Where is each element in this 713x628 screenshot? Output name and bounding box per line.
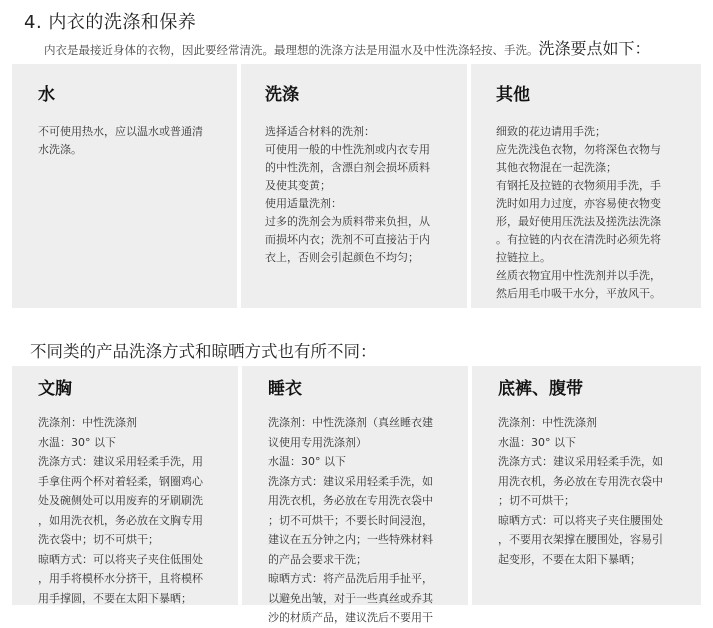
card-line: 形，最好使用压洗法及搓洗法洗涤: [496, 215, 661, 228]
card-line: 使用适量洗剂：: [265, 197, 342, 210]
card-line: 水温：30° 以下: [268, 455, 346, 468]
card-line: 洗涤方式：建议采用轻柔手洗，如: [498, 455, 663, 468]
card-line: 拉链拉上。: [496, 251, 551, 264]
card-line: 丝质衣物宜用中性洗剂并以手洗，: [496, 269, 661, 282]
card-washing: [241, 64, 467, 308]
card-line: 处及碗侧处可以用废弃的牙刷刷洗: [38, 494, 203, 507]
card-line: 手拿住两个杯对着轻柔，钢圈鸡心: [38, 474, 203, 488]
card-body: [496, 123, 701, 303]
card-line: 用洗衣机，务必放在专用洗衣袋中: [268, 494, 433, 507]
card-line: 可使用一般的中性洗剂或内衣专用: [265, 143, 430, 156]
card-title: 洗涤: [265, 85, 299, 105]
card-body: [38, 413, 238, 608]
card-line: 洗涤剂：中性洗涤剂: [498, 416, 597, 429]
card-body: [498, 413, 701, 569]
card-line: 其他衣物混在一起洗涤；: [496, 161, 617, 174]
card-line: 水温：30° 以下: [38, 435, 116, 449]
card-body: [265, 123, 467, 267]
card-line: 不可使用热水，应以温水或普通清: [38, 125, 203, 138]
card-line: 衣上，否则会引起颜色不均匀；: [265, 251, 419, 264]
card-line: ，用手将模杯水分挤干，且将模杯: [38, 572, 203, 585]
section-heading-care: 4. 内衣的洗涤和保养: [24, 12, 197, 33]
intro-text: [44, 36, 651, 59]
card-line: 有钢托及拉链的衣物须用手洗，手: [496, 179, 661, 192]
card-line: 起变形，不要在太阳下暴晒；: [498, 552, 641, 566]
card-line: 晾晒方式：可以将夹子夹住低围处: [38, 552, 203, 566]
card-line: 洗涤剂：中性洗涤剂（真丝睡衣建: [268, 416, 433, 429]
card-line: 及使其变黄；: [265, 179, 331, 192]
card-title: 其他: [496, 85, 530, 105]
card-line: 细致的花边请用手洗；: [496, 125, 606, 138]
intro-key-points: 洗涤要点如下：: [538, 39, 651, 58]
card-line: 。有拉链的内衣在清洗时必须先将: [496, 233, 661, 246]
card-line: ，如用洗衣机，务必放在文胸专用: [38, 513, 203, 527]
card-line: 水温：30° 以下: [498, 435, 576, 449]
card-line: ；切不可烘干；: [498, 494, 575, 507]
card-line: 应先洗浅色衣物，勿将深色衣物与: [496, 143, 661, 156]
card-body: [38, 123, 237, 159]
card-line: 的中性洗剂，含漂白剂会损坏质料: [265, 161, 430, 174]
intro-small-text: 内衣是最接近身体的衣物，因此要经常清洗。最理想的洗涤方法是用温水及中性洗涤轻按、手洗。: [44, 43, 539, 57]
card-body: [268, 413, 468, 628]
card-line: 以避免出皱，对于一些真丝或乔其: [268, 591, 433, 605]
card-line: 而损坏内衣；洗剂不可直接沾于内: [265, 233, 430, 246]
card-pajamas: [242, 366, 468, 624]
card-title: 水: [38, 85, 55, 105]
card-bra: [12, 366, 238, 605]
card-line: 沙的材质产品，建议洗后不要用干: [268, 611, 433, 624]
card-line: 议使用专用洗涤剂）: [268, 435, 367, 449]
card-line: ，不要用衣架撑在腰围处，容易引: [498, 533, 663, 546]
card-other: [471, 64, 701, 308]
card-title: 文胸: [38, 379, 72, 399]
card-line: 选择适合材料的洗剂：: [265, 125, 375, 138]
card-line: 洗涤方式：建议采用轻柔手洗，如: [268, 474, 433, 488]
card-line: 用手撑圆，不要在太阳下暴晒；: [38, 591, 192, 605]
card-line: 水洗涤。: [38, 143, 82, 156]
card-line: 用洗衣机，务必放在专用洗衣袋中: [498, 474, 663, 488]
card-line: 过多的洗剂会为质料带来负担，从: [265, 215, 430, 228]
card-line: ；切不可烘干；不要长时间浸泡，: [268, 513, 433, 527]
card-line: 洗涤剂：中性洗涤剂: [38, 416, 137, 429]
card-water: [12, 64, 237, 308]
card-line: 洗时如用力过度，亦容易使衣物变: [496, 197, 661, 210]
card-line: 建议在五分钟之内；一些特殊材料: [268, 533, 433, 546]
card-title: 睡衣: [268, 379, 302, 399]
card-line: 然后用毛巾吸干水分，平放风干。: [496, 287, 661, 300]
card-line: 晾晒方式：可以将夹子夹住腰围处: [498, 513, 663, 527]
section-heading-products: 不同类的产品洗涤方式和晾晒方式也有所不同：: [30, 342, 377, 361]
card-briefs-belly-band: [472, 366, 701, 605]
card-title: 底裤、腹带: [498, 379, 583, 399]
card-line: 的产品会要求干洗；: [268, 552, 367, 566]
card-line: 晾晒方式：将产品洗后用手扯平，: [268, 572, 433, 585]
card-line: 洗涤方式：建议采用轻柔手洗，用: [38, 455, 203, 468]
card-line: 洗衣袋中；切不可烘干；: [38, 533, 159, 546]
